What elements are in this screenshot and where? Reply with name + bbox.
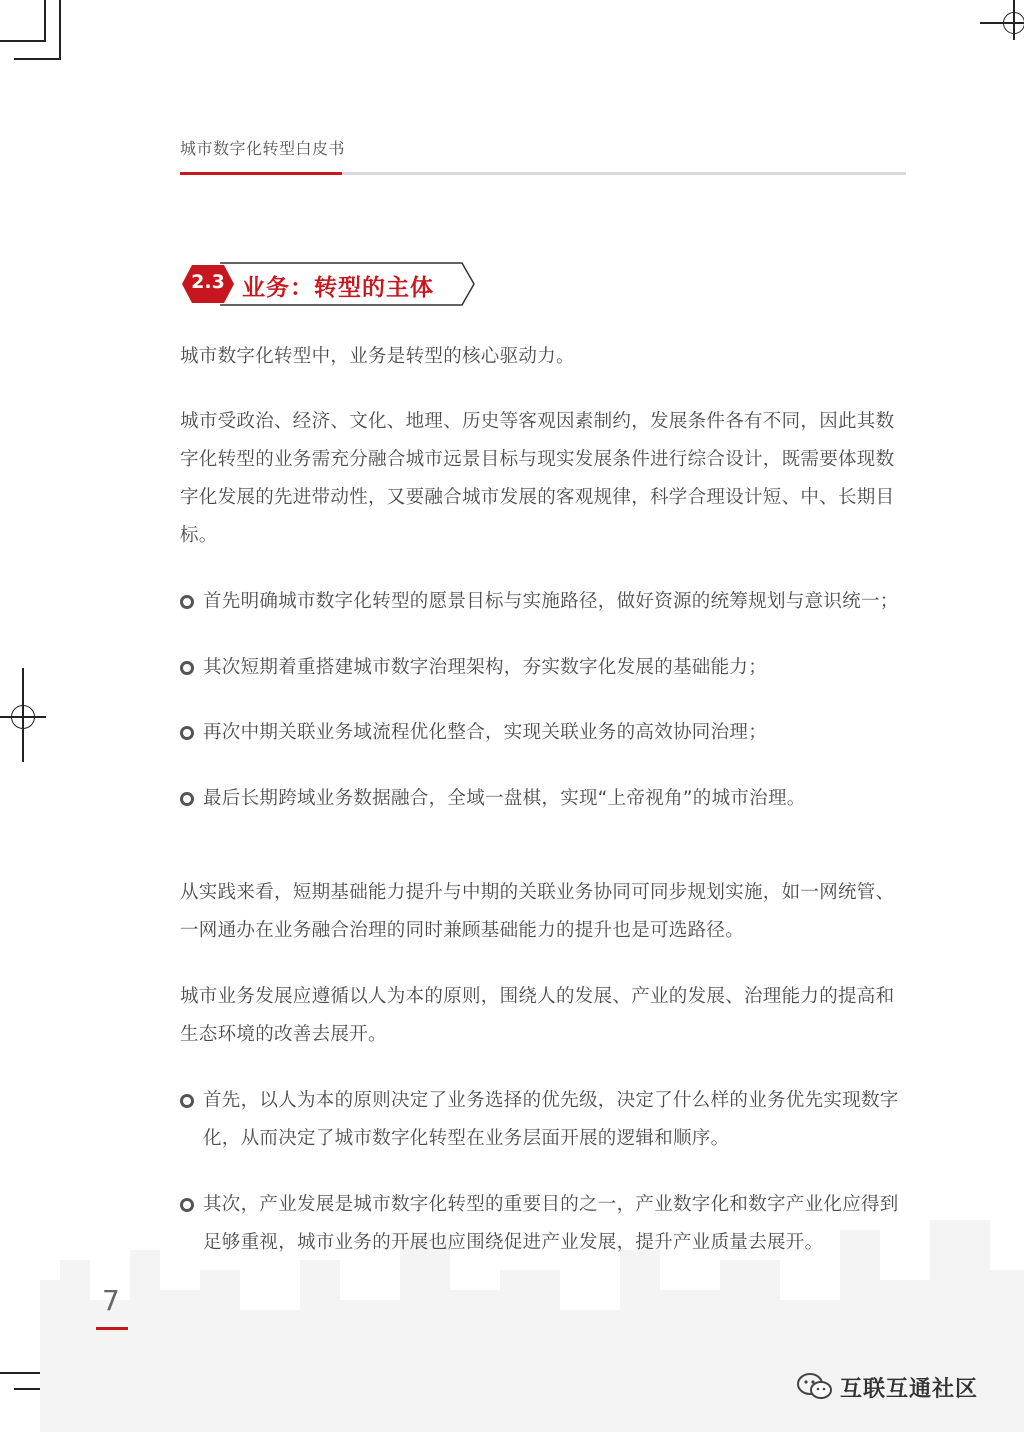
list-item-text: 再次中期关联业务域流程优化整合，实现关联业务的高效协同治理；	[203, 722, 768, 743]
bullet-ring-icon	[180, 792, 194, 806]
wechat-icon	[796, 1372, 834, 1402]
paragraph: 城市数字化转型中，业务是转型的核心驱动力。	[180, 346, 575, 367]
list-item-text: 其次短期着重搭建城市数字治理架构，夯实数字化发展的基础能力；	[203, 657, 768, 678]
watermark-text: 互联互通社区	[840, 1376, 979, 1402]
list-item	[180, 780, 910, 818]
section-heading	[180, 262, 476, 306]
bullet-ring-icon	[180, 1198, 194, 1212]
bullet-ring-icon	[180, 1094, 194, 1108]
list-item-text: 首先明确城市数字化转型的愿景目标与实施路径，做好资源的统筹规划与意识统一；	[203, 591, 899, 612]
crop-mark	[59, 0, 61, 60]
section-number: 2.3	[191, 271, 225, 293]
list-item	[180, 649, 910, 687]
header-rule-accent	[180, 172, 342, 175]
paragraph: 城市业务发展应遵循以人为本的原则，围绕人的发展、产业的发展、治理能力的提高和生态环境的改善去展开。	[180, 986, 895, 1045]
list-item-text: 首先，以人为本的原则决定了业务选择的优先级，决定了什么样的业务优先实现数字化，从而决定了城市数字化转型在业务层面开展的逻辑和顺序。	[203, 1090, 899, 1149]
list-item	[180, 714, 910, 752]
page-number: 7	[102, 1284, 120, 1317]
watermark	[796, 1370, 978, 1404]
paragraph: 城市受政治、经济、文化、地理、历史等客观因素制约，发展条件各有不同，因此其数字化转型的业务需充分融合城市远景目标与现实发展条件进行综合设计，既需要体现数字化发展的先进带动性，又要融合城市发展的客观规律，科学合理设计短、中、长期目标。	[180, 411, 895, 546]
list-item	[180, 1082, 910, 1158]
crop-mark	[14, 58, 60, 60]
paragraph: 从实践来看，短期基础能力提升与中期的关联业务协同可同步规划实施，如一网统管、一网通办在业务融合治理的同时兼顾基础能力的提升也是可选路径。	[180, 882, 895, 941]
running-header: 城市数字化转型白皮书	[180, 139, 346, 158]
list-item	[180, 583, 910, 621]
crop-mark	[44, 0, 46, 42]
page-number-rule	[96, 1327, 128, 1330]
bullet-ring-icon	[180, 595, 194, 609]
section-title: 业务：转型的主体	[242, 275, 434, 301]
crop-mark	[0, 40, 46, 42]
registration-mark	[1003, 12, 1024, 34]
registration-mark	[11, 705, 35, 729]
bullet-ring-icon	[180, 726, 194, 740]
list-item-text: 最后长期跨域业务数据融合，全域一盘棋，实现“上帝视角”的城市治理。	[203, 788, 806, 809]
bullet-ring-icon	[180, 661, 194, 675]
list-item	[180, 1186, 910, 1262]
list-item-text: 其次，产业发展是城市数字化转型的重要目的之一，产业数字化和数字产业化应得到足够重视，城市业务的开展也应围绕促进产业发展，提升产业质量去展开。	[203, 1194, 899, 1253]
